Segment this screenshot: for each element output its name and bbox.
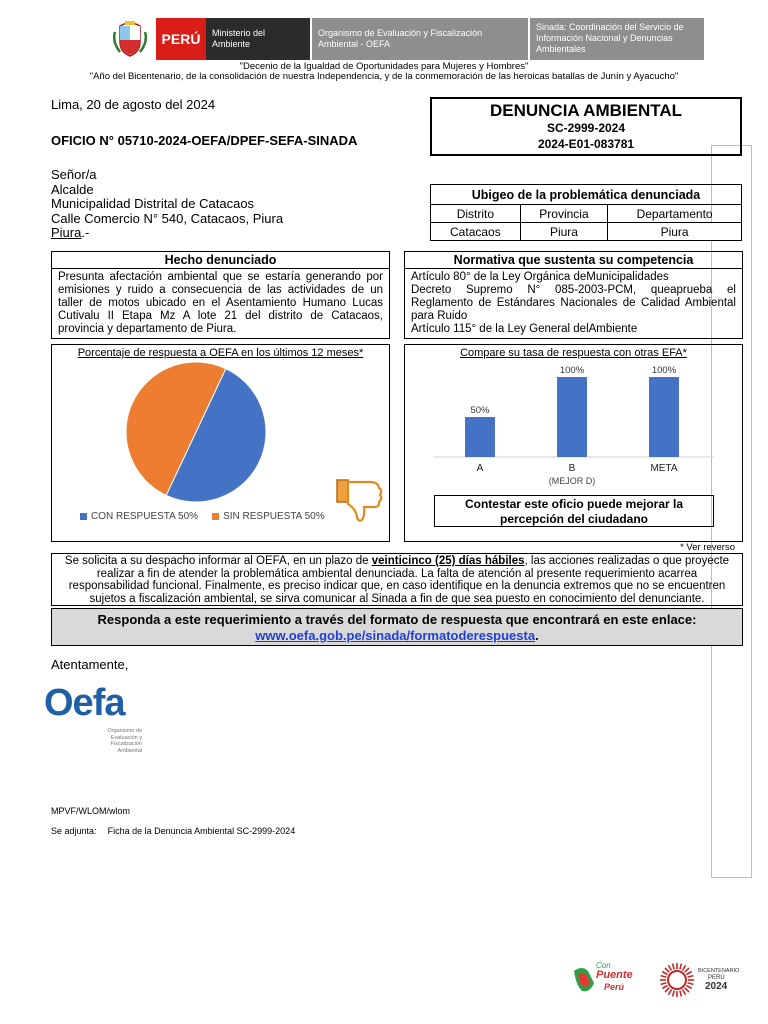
- pie-chart-title: Porcentaje de respuesta a OEFA en los últimos 12 meses*: [77, 347, 364, 359]
- closing: Atentamente,: [51, 657, 129, 672]
- complaint-title: DENUNCIA AMBIENTAL: [489, 101, 683, 120]
- agency-label: Organismo de Evaluación y Fiscalización Ambiental - OEFA: [312, 18, 528, 60]
- recipient-title: Alcalde: [51, 181, 94, 197]
- response-form-link[interactable]: www.oefa.gob.pe/sinada/formatoderespuesta: [255, 628, 536, 643]
- norm-item: Decreto Supremo N° 085-2003-PCM, queaprueba el Reglamento de Estándares Nacionales de Calidad Ambiental para Ruido: [411, 284, 736, 322]
- ubigeo-district: Catacaos: [431, 223, 521, 241]
- thumbs-down-icon: [334, 477, 386, 523]
- con-puente-peru-logo: [572, 961, 646, 997]
- oefa-tagline: Organismo de Evaluación y Fiscalización Ambiental: [107, 728, 142, 754]
- legend-label-sin: SIN RESPUESTA 50%: [223, 511, 325, 522]
- bicentenario-line2: PERÚ: [708, 975, 725, 981]
- ubigeo-caption: Ubigeo de la problemática denunciada: [431, 185, 742, 205]
- norm-item: Artículo 80° de la Ley Orgánica deMunicipalidades: [411, 271, 669, 283]
- bar-category-sublabel: (MEJOR D): [548, 476, 596, 486]
- norms-panel: [404, 251, 743, 339]
- norm-item: Artículo 115° de la Ley General delAmbiente: [411, 323, 638, 335]
- pie-chart: [110, 358, 290, 508]
- recipient-city-line: [51, 226, 283, 241]
- request-text-before: Se solicita a su despacho informar al OEFA, en un plazo de: [64, 555, 372, 567]
- office-number: OFICIO N° 05710-2024-OEFA/DPEF-SEFA-SINADA: [51, 133, 358, 148]
- recipient-address: Calle Comercio N° 540, Catacaos, Piura: [51, 210, 284, 226]
- bicentenario-sun-icon: [658, 962, 696, 998]
- ubigeo-header-district: Distrito: [431, 205, 521, 223]
- unit-label: Sinada: Coordinación del Servicio de Información Nacional y Denuncias Ambientales: [530, 18, 704, 60]
- ubigeo-table: [430, 184, 742, 241]
- facts-panel: [51, 251, 390, 339]
- bar-category-label: META: [650, 463, 678, 474]
- letter-date: Lima, 20 de agosto del 2024: [51, 97, 216, 112]
- peru-label: PERÚ: [156, 18, 206, 60]
- slogan-year: "Año del Bicentenario, de la consolidación de nuestra Independencia, y de la conmemoración de las heroicas batallas de Junín y Ayacucho": [89, 71, 679, 82]
- bar-data-label: 100%: [651, 365, 677, 376]
- bicentenario-line1: BICENTENARIO: [698, 968, 740, 974]
- attachment-label: Se adjunta:: [51, 826, 97, 836]
- request-deadline: veinticinco (25) días hábiles: [371, 555, 525, 567]
- request-text-after: , las acciones realizadas o que proyecte realizar a fin de atender la problemática ambiental denunciada. La falta de atención al presente requerimiento acarrea responsabilidad funcional. Finalmente, es preciso indicar que, en caso identifique en la denuncia extremos que no se encuentren sujetos a fiscalización ambiental, se sirva comunicar al Sinada a fin de que sea puesto en conocimiento del denunciante.: [68, 555, 730, 605]
- complaint-code: SC-2999-2024: [546, 121, 626, 135]
- ubigeo-department: Piura: [608, 223, 742, 241]
- bicentenario-line3: 2024: [705, 981, 728, 992]
- response-link-suffix: .: [535, 628, 539, 643]
- peru-coat-of-arms-icon: [112, 20, 148, 58]
- complaint-title-box: [430, 97, 742, 156]
- slogan-decade: "Decenio de la Igualdad de Oportunidades para Mujeres y Hombres": [239, 61, 529, 72]
- attachment-line: [51, 826, 295, 837]
- legend-swatch-con: [80, 513, 87, 520]
- norms-title: Normativa que sustenta su competencia: [405, 252, 742, 269]
- see-back-note: * Ver reverso: [680, 542, 735, 553]
- attachment-name: Ficha de la Denuncia Ambiental SC-2999-2024: [107, 826, 296, 836]
- bar-category-label: B: [568, 463, 576, 474]
- bar-meta: [649, 377, 679, 457]
- bar-data-label: 100%: [559, 365, 585, 376]
- ubigeo-province: Piura: [520, 223, 607, 241]
- bar-a: [465, 417, 495, 457]
- response-instruction: Responda a este requerimiento a través del formato de respuesta que encontrará en este enlace:: [97, 612, 697, 627]
- oefa-logo: [44, 683, 124, 723]
- bar-category-label: A: [476, 463, 484, 474]
- bar-chart: [426, 356, 722, 488]
- ubigeo-header-province: Provincia: [520, 205, 607, 223]
- legend-label-con: CON RESPUESTA 50%: [91, 511, 199, 522]
- legend-swatch-sin: [212, 513, 219, 520]
- facts-text: Presunta afectación ambiental que se estaría generando por emisiones y ruido a consecuencia de las actividades de un taller de motos ubicado en el Asentamiento Humano Lucas Cutivalu II Etapa Mz A lote 21 del distrito de Catacaos, provincia y departamento de Piura.: [58, 271, 383, 335]
- recipient-city: Piura: [51, 225, 82, 240]
- facts-title: Hecho denunciado: [52, 252, 389, 269]
- ubigeo-header-department: Departamento: [608, 205, 742, 223]
- con-puente-line3: Perú: [604, 982, 625, 992]
- request-paragraph: [51, 553, 743, 606]
- response-link-line: [52, 628, 742, 644]
- bar-b: [557, 377, 587, 457]
- con-puente-line2: Puente: [596, 969, 633, 981]
- recipient-city-suffix: .-: [81, 225, 90, 240]
- pie-legend: [80, 511, 325, 522]
- recipient-entity: Municipalidad Distrital de Catacaos: [51, 196, 255, 211]
- bar-data-label: 50%: [470, 405, 490, 416]
- con-puente-line1: Con: [596, 961, 611, 970]
- oefa-wordmark: Oefa: [44, 682, 125, 724]
- improve-perception-message: Contestar este oficio puede mejorar la percepción del ciudadano: [434, 495, 714, 527]
- norms-list: [405, 269, 742, 338]
- pie-slices: [126, 362, 266, 502]
- response-box: [51, 608, 743, 646]
- recipient-salutation: Señor/a: [51, 167, 97, 182]
- complaint-id: 2024-E01-083781: [537, 137, 635, 151]
- bar-chart-title: Compare su tasa de respuesta con otras EFA*: [460, 347, 687, 359]
- recipient-block: [51, 168, 283, 241]
- ministry-label: Ministerio del Ambiente: [206, 18, 310, 60]
- initials: MPVF/WLOM/wlom: [51, 806, 131, 816]
